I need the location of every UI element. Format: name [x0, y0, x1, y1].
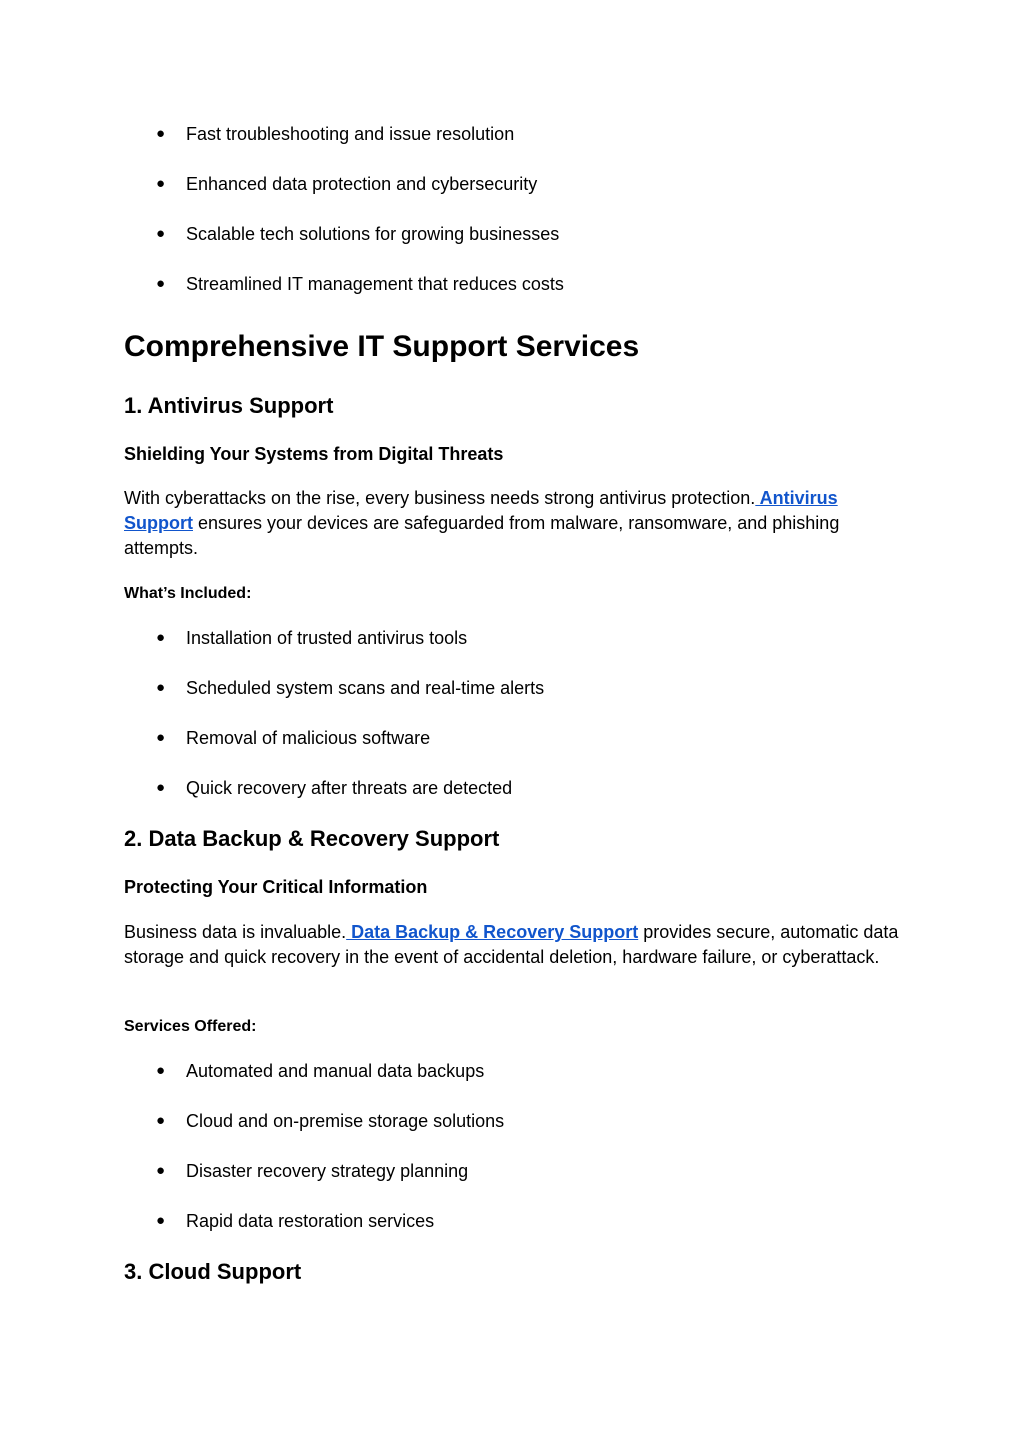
list-item-text: Streamlined IT management that reduces costs [186, 274, 564, 294]
paragraph-text: provides secure, automatic data storage and quick recovery in the event of accidental deletion, hardware failure, or cyberattack. [124, 922, 899, 967]
list-item [124, 626, 904, 676]
paragraph-text: ensures your devices are safeguarded from malware, ransomware, and phishing attempts. [124, 513, 840, 558]
list-item [124, 1059, 904, 1109]
intro-bullet-list [124, 122, 904, 322]
list-item-text: Scalable tech solutions for growing businesses [186, 224, 560, 244]
list-item [124, 1209, 904, 1259]
list-item [124, 122, 904, 172]
list-item-text: Installation of trusted antivirus tools [186, 628, 468, 648]
bullet-icon: ● [156, 225, 166, 242]
antivirus-bullet-list [124, 626, 904, 826]
list-item-text: Quick recovery after threats are detected [186, 778, 513, 798]
antivirus-support-link[interactable]: Antivirus Support [124, 488, 838, 533]
list-label-whats-included: What’s Included: [124, 585, 252, 602]
bullet-icon: ● [156, 779, 166, 796]
section-paragraph-data-backup [124, 920, 904, 970]
bullet-icon: ● [156, 125, 166, 142]
list-item-text: Disaster recovery strategy planning [186, 1161, 469, 1181]
list-label-services-offered: Services Offered: [124, 1018, 257, 1035]
bullet-icon: ● [156, 729, 166, 746]
bullet-icon: ● [156, 629, 166, 646]
paragraph-text: Business data is invaluable. [124, 922, 347, 942]
main-heading: Comprehensive IT Support Services [124, 330, 640, 363]
bullet-icon: ● [156, 1112, 166, 1129]
bullet-icon: ● [156, 1162, 166, 1179]
section-subheading-data-backup: Protecting Your Critical Information [124, 877, 428, 897]
list-item-text: Scheduled system scans and real-time alerts [186, 678, 545, 698]
list-item [124, 1109, 904, 1159]
list-item-text: Removal of malicious software [186, 728, 431, 748]
data-backup-recovery-support-link[interactable]: Data Backup & Recovery Support [346, 922, 639, 942]
list-item-text: Fast troubleshooting and issue resolution [186, 124, 515, 144]
list-item-text: Automated and manual data backups [186, 1061, 485, 1081]
list-item [124, 172, 904, 222]
section-heading-cloud: 3. Cloud Support [124, 1259, 302, 1284]
section-paragraph-antivirus [124, 486, 904, 561]
list-item [124, 776, 904, 826]
list-item [124, 1159, 904, 1209]
list-item-text: Rapid data restoration services [186, 1211, 435, 1231]
list-item [124, 676, 904, 726]
paragraph-text: With cyberattacks on the rise, every business needs strong antivirus protection. [124, 488, 756, 508]
list-item-text: Cloud and on-premise storage solutions [186, 1111, 505, 1131]
bullet-icon: ● [156, 275, 166, 292]
section-heading-data-backup: 2. Data Backup & Recovery Support [124, 826, 500, 851]
section-heading-antivirus: 1. Antivirus Support [124, 393, 334, 418]
bullet-icon: ● [156, 1062, 166, 1079]
bullet-icon: ● [156, 1212, 166, 1229]
list-item [124, 726, 904, 776]
section-subheading-antivirus: Shielding Your Systems from Digital Threats [124, 444, 504, 464]
list-item [124, 222, 904, 272]
list-item [124, 272, 904, 322]
bullet-icon: ● [156, 175, 166, 192]
bullet-icon: ● [156, 679, 166, 696]
list-item-text: Enhanced data protection and cybersecurity [186, 174, 538, 194]
data-backup-bullet-list [124, 1059, 904, 1259]
